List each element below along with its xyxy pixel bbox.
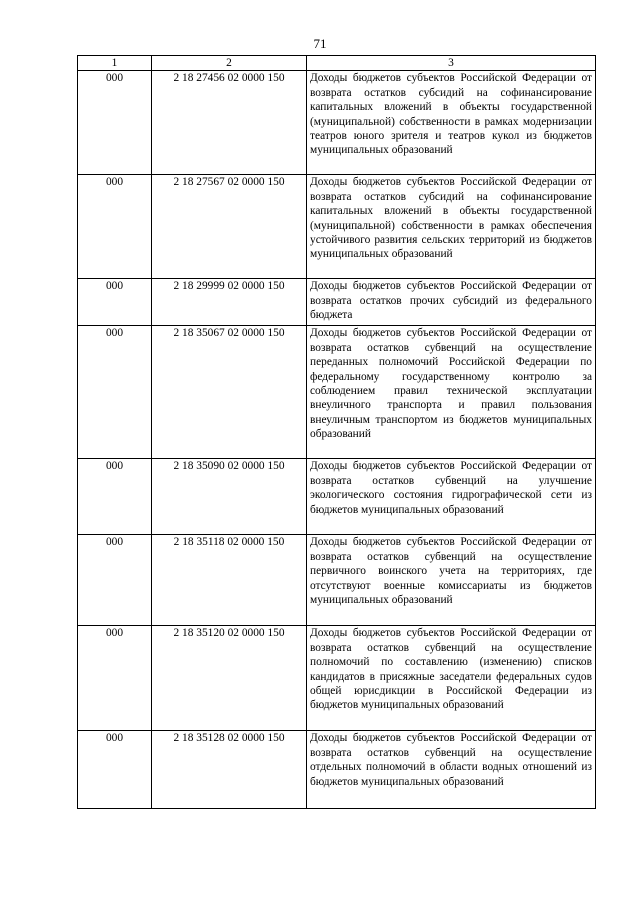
- description-cell: Доходы бюджетов субъектов Российской Федерации от возврата остатков субвенций на осуществление первичного воинского учета на территориях, где отсутствуют военные комиссариаты из бюджетов муниципальных образований: [307, 535, 596, 626]
- kbk-code-cell: 2 18 35118 02 0000 150: [152, 535, 307, 626]
- column-header-3: 3: [307, 56, 596, 71]
- admin-code-cell: 000: [78, 326, 152, 459]
- description-cell: Доходы бюджетов субъектов Российской Федерации от возврата остатков субвенций на осуществление полномочий по составлению (изменению) списков кандидатов в присяжные заседатели федеральных судов общей юрисдикции в Российской Федерации из бюджетов муниципальных образований: [307, 626, 596, 731]
- table-row: [78, 626, 596, 731]
- table-row: [78, 71, 596, 175]
- kbk-code-cell: 2 18 35120 02 0000 150: [152, 626, 307, 731]
- kbk-code-cell: 2 18 29999 02 0000 150: [152, 279, 307, 326]
- table-row: [78, 731, 596, 809]
- table-row: [78, 535, 596, 626]
- kbk-code-cell: 2 18 35090 02 0000 150: [152, 459, 307, 535]
- admin-code-cell: 000: [78, 279, 152, 326]
- admin-code-cell: 000: [78, 459, 152, 535]
- table-header-row: [78, 56, 596, 71]
- description-cell: Доходы бюджетов субъектов Российской Федерации от возврата остатков субсидий на софинансирование капитальных вложений в объекты государственной (муниципальной) собственности в рамках обеспечения устойчивого развития сельских территорий из бюджетов муниципальных образований: [307, 175, 596, 279]
- page-number: 71: [313, 36, 327, 51]
- kbk-code-cell: 2 18 35128 02 0000 150: [152, 731, 307, 809]
- column-header-2: 2: [152, 56, 307, 71]
- table-row: [78, 175, 596, 279]
- table-row: [78, 279, 596, 326]
- kbk-code-cell: 2 18 27456 02 0000 150: [152, 71, 307, 175]
- description-cell: Доходы бюджетов субъектов Российской Федерации от возврата остатков субвенций на улучшение экологического состояния гидрографической сети из бюджетов муниципальных образований: [307, 459, 596, 535]
- description-cell: Доходы бюджетов субъектов Российской Федерации от возврата остатков субвенций на осуществление переданных полномочий Российской Федерации по федеральному государственному контролю за соблюдением правил технической эксплуатации внеуличного транспорта и правил пользования внеуличным транспортом из бюджетов муниципальных образований: [307, 326, 596, 459]
- admin-code-cell: 000: [78, 731, 152, 809]
- table-row: [78, 326, 596, 459]
- kbk-code-cell: 2 18 27567 02 0000 150: [152, 175, 307, 279]
- budget-revenue-table: [77, 55, 596, 809]
- description-cell: Доходы бюджетов субъектов Российской Федерации от возврата остатков субвенций на осуществление отдельных полномочий в области водных отношений из бюджетов муниципальных образований: [307, 731, 596, 809]
- description-cell: Доходы бюджетов субъектов Российской Федерации от возврата остатков субсидий на софинансирование капитальных вложений в объекты государственной (муниципальной) собственности в рамках модернизации театров юного зрителя и театров кукол из бюджетов муниципальных образований: [307, 71, 596, 175]
- admin-code-cell: 000: [78, 535, 152, 626]
- admin-code-cell: 000: [78, 175, 152, 279]
- column-header-1: 1: [78, 56, 152, 71]
- admin-code-cell: 000: [78, 71, 152, 175]
- kbk-code-cell: 2 18 35067 02 0000 150: [152, 326, 307, 459]
- table-row: [78, 459, 596, 535]
- admin-code-cell: 000: [78, 626, 152, 731]
- description-cell: Доходы бюджетов субъектов Российской Федерации от возврата остатков прочих субсидий из федерального бюджета: [307, 279, 596, 326]
